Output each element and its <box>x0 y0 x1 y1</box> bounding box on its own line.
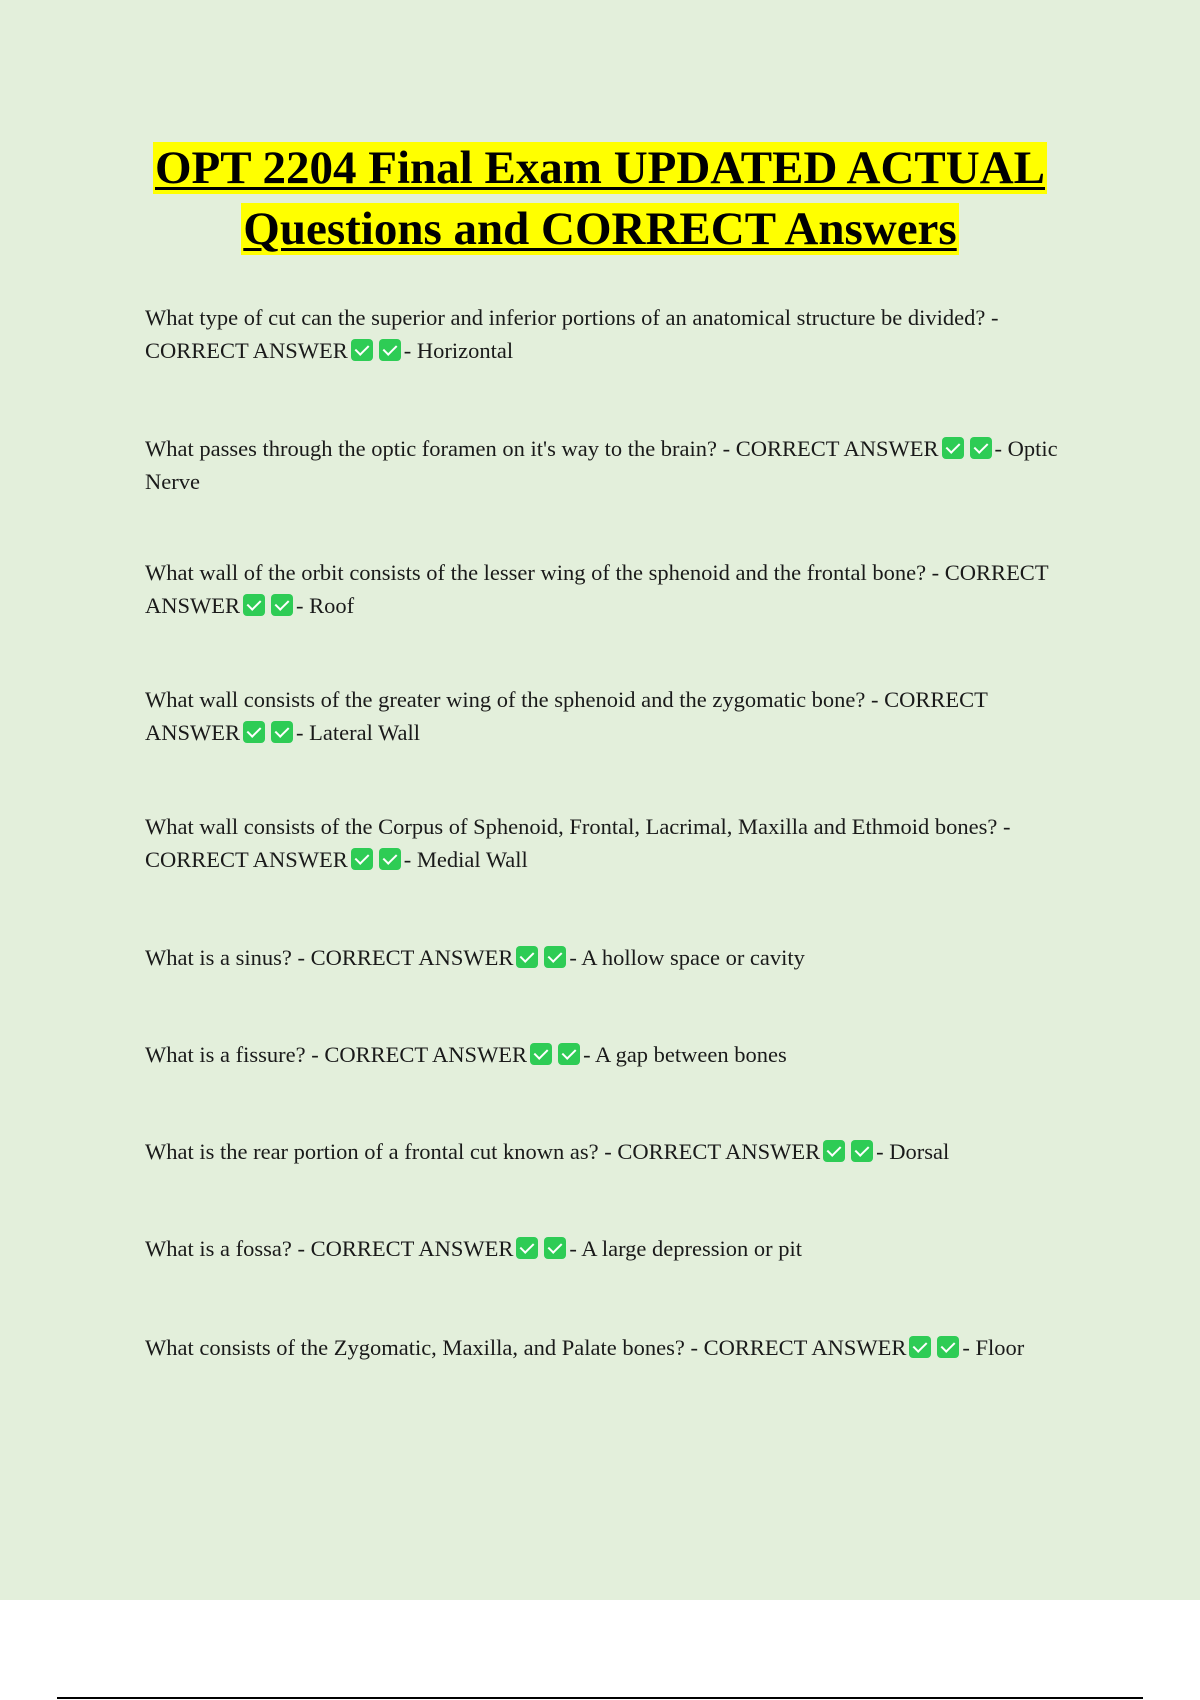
question-text: What wall consists of the greater wing of the sphenoid and the zygomatic bone? - <box>145 686 879 712</box>
question-text: What is a sinus? - <box>145 944 305 970</box>
qa-item <box>145 301 1080 367</box>
qa-item <box>145 683 1080 749</box>
question-text: What passes through the optic foramen on it's way to the brain? - <box>145 435 731 461</box>
answer-marker: CORRECT ANSWER <box>310 944 514 970</box>
answer-text: - A gap between bones <box>583 1041 787 1067</box>
checkmark-icon <box>530 1043 552 1065</box>
title-line-1: OPT 2204 Final Exam UPDATED ACTUAL <box>154 142 1046 194</box>
answer-marker: CORRECT ANSWER <box>735 435 939 461</box>
checkmark-icon <box>937 1336 959 1358</box>
checkmark-icon <box>351 339 373 361</box>
answer-text: - Horizontal <box>403 337 514 363</box>
checkmark-icon <box>379 339 401 361</box>
checkmark-icon <box>970 437 992 459</box>
answer-marker: CORRECT ANSWER <box>617 1138 821 1164</box>
checkmark-icon <box>271 594 293 616</box>
question-text: What type of cut can the superior and inferior portions of an anatomical structure be divided? - <box>145 304 999 330</box>
answer-text: - Dorsal <box>876 1138 950 1164</box>
answer-marker: CORRECT ANSWER <box>145 846 348 872</box>
title-line-2: Questions and CORRECT Answers <box>243 203 957 255</box>
answer-marker: CORRECT ANSWER <box>145 559 1049 618</box>
answer-text: - A hollow space or cavity <box>569 944 805 970</box>
footer-rule <box>57 1697 1143 1699</box>
checkmark-icon <box>544 946 566 968</box>
answer-text: - Roof <box>296 592 355 618</box>
question-text: What wall of the orbit consists of the lesser wing of the sphenoid and the frontal bone? - <box>145 559 940 585</box>
qa-item <box>145 1331 1080 1364</box>
question-text: What consists of the Zygomatic, Maxilla, and Palate bones? - <box>145 1334 698 1360</box>
checkmark-icon <box>243 594 265 616</box>
qa-item <box>145 1135 1080 1168</box>
qa-item <box>145 1232 1080 1265</box>
answer-text: - Lateral Wall <box>296 719 420 745</box>
answer-text: - Optic Nerve <box>145 435 1058 494</box>
checkmark-icon <box>271 721 293 743</box>
checkmark-icon <box>516 946 538 968</box>
qa-item <box>145 941 1080 974</box>
qa-item <box>145 556 1080 622</box>
checkmark-icon <box>544 1237 566 1259</box>
answer-marker: CORRECT ANSWER <box>145 686 988 745</box>
answer-marker: CORRECT ANSWER <box>145 337 348 363</box>
answer-text: - Medial Wall <box>403 846 528 872</box>
checkmark-icon <box>351 848 373 870</box>
question-text: What is the rear portion of a frontal cut known as? - <box>145 1138 612 1164</box>
answer-marker: CORRECT ANSWER <box>324 1041 528 1067</box>
qa-item <box>145 432 1080 498</box>
document-title <box>0 138 1200 260</box>
qa-item <box>145 810 1080 876</box>
answer-text: - A large depression or pit <box>569 1235 802 1261</box>
checkmark-icon <box>942 437 964 459</box>
question-text: What is a fossa? - <box>145 1235 305 1261</box>
checkmark-icon <box>516 1237 538 1259</box>
checkmark-icon <box>379 848 401 870</box>
checkmark-icon <box>558 1043 580 1065</box>
question-text: What wall consists of the Corpus of Sphenoid, Frontal, Lacrimal, Maxilla and Ethmoid bones? - <box>145 813 1011 839</box>
answer-text: - Floor <box>962 1334 1025 1360</box>
qa-item <box>145 1038 1080 1071</box>
answer-marker: CORRECT ANSWER <box>703 1334 907 1360</box>
checkmark-icon <box>243 721 265 743</box>
checkmark-icon <box>851 1140 873 1162</box>
checkmark-icon <box>823 1140 845 1162</box>
answer-marker: CORRECT ANSWER <box>310 1235 514 1261</box>
checkmark-icon <box>909 1336 931 1358</box>
question-text: What is a fissure? - <box>145 1041 319 1067</box>
